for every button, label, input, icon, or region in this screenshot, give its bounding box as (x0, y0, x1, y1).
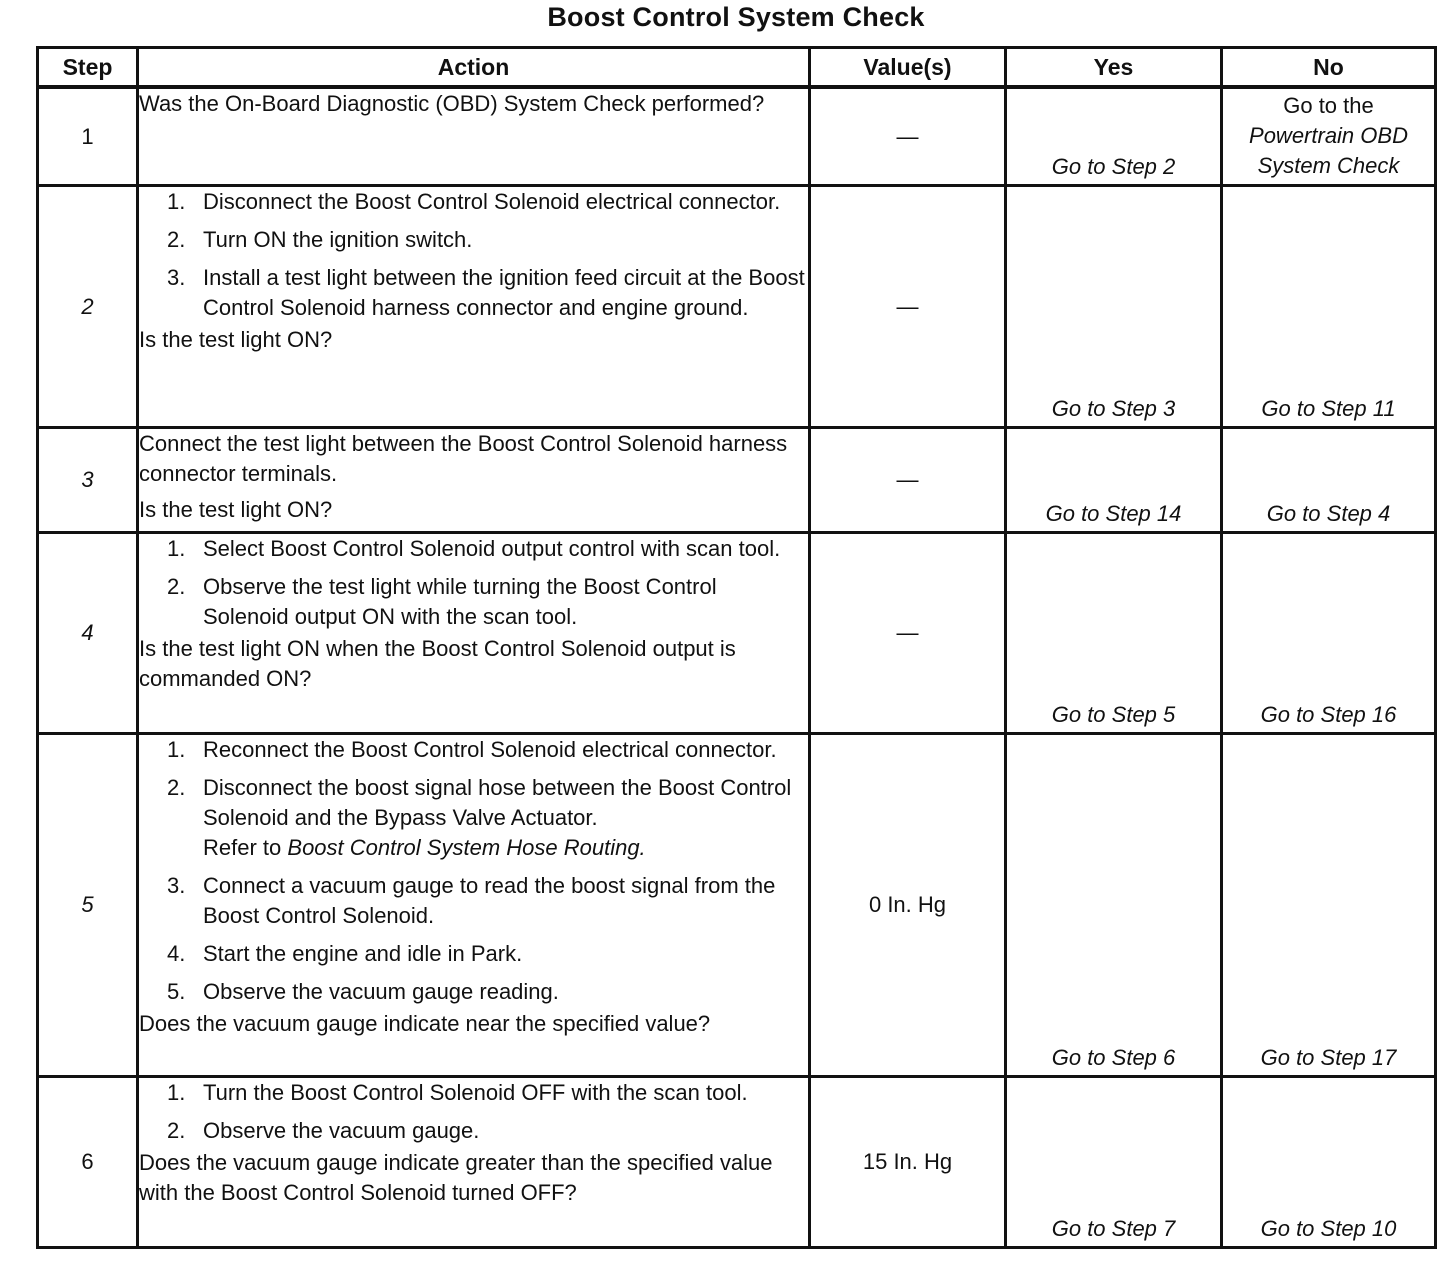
no-link[interactable]: Go to Step 10 (1260, 1216, 1397, 1241)
header-step: Step (38, 48, 138, 88)
item-number: 2. (167, 227, 186, 252)
item-number: 2. (167, 775, 186, 800)
value-cell (810, 533, 1006, 734)
hose-routing-link[interactable]: Boost Control System Hose Routing. (287, 835, 646, 860)
action-steps (139, 187, 808, 323)
item-text: Install a test light between the ignition feed circuit at the Boost Control Solenoid harness connector and engine ground. (203, 265, 805, 320)
step-number: 5 (38, 734, 138, 1077)
yes-link[interactable]: Go to Step 6 (1051, 1045, 1176, 1070)
value-text: — (896, 123, 919, 149)
item-number: 2. (167, 574, 186, 599)
no-cell (1222, 533, 1436, 734)
value-text: — (896, 293, 919, 319)
list-item (139, 534, 808, 564)
item-text: Disconnect the Boost Control Solenoid electrical connector. (203, 189, 781, 214)
table-row (38, 734, 1436, 1077)
item-number: 3. (167, 265, 186, 290)
item-text: Observe the vacuum gauge reading. (203, 979, 559, 1004)
yes-link[interactable]: Go to Step 7 (1051, 1216, 1176, 1241)
list-item (139, 977, 808, 1007)
value-cell (810, 428, 1006, 533)
table-row (38, 533, 1436, 734)
action-cell (138, 186, 810, 428)
step-number: 4 (38, 533, 138, 734)
action-cell (138, 1077, 810, 1248)
yes-cell (1006, 428, 1222, 533)
step-number: 3 (38, 428, 138, 533)
no-cell (1222, 1077, 1436, 1248)
item-text: Observe the vacuum gauge. (203, 1118, 480, 1143)
no-link[interactable]: Powertrain OBD System Check (1249, 123, 1408, 178)
item-text: Reconnect the Boost Control Solenoid electrical connector. (203, 737, 777, 762)
list-item (139, 572, 808, 632)
action-steps (139, 735, 808, 1007)
header-yes: Yes (1006, 48, 1222, 88)
action-cell (138, 533, 810, 734)
no-link[interactable]: Go to Step 17 (1260, 1045, 1397, 1070)
step-number: 2 (38, 186, 138, 428)
yes-link[interactable]: Go to Step 2 (1051, 154, 1176, 179)
item-text: Connect a vacuum gauge to read the boost signal from the Boost Control Solenoid. (203, 873, 776, 928)
no-link[interactable]: Go to Step 16 (1260, 702, 1397, 727)
action-cell (138, 87, 810, 186)
item-number: 1. (167, 536, 186, 561)
list-item (139, 1116, 808, 1146)
item-number: 2. (167, 1118, 186, 1143)
item-number: 1. (167, 189, 186, 214)
no-link[interactable]: Go to Step 11 (1261, 396, 1396, 421)
item-text: Select Boost Control Solenoid output control with scan tool. (203, 536, 781, 561)
table-row (38, 1077, 1436, 1248)
action-cell (138, 428, 810, 533)
action-text: Connect the test light between the Boost Control Solenoid harness connector terminals. (139, 431, 788, 486)
no-prefix: Go to the (1283, 93, 1374, 118)
list-item (139, 187, 808, 217)
list-item (139, 1078, 808, 1108)
table-row (38, 186, 1436, 428)
table-header-row (38, 48, 1436, 88)
list-item (139, 871, 808, 931)
table-row (38, 428, 1436, 533)
yes-link[interactable]: Go to Step 5 (1051, 702, 1176, 727)
yes-cell (1006, 87, 1222, 186)
item-text: Start the engine and idle in Park. (203, 941, 523, 966)
no-cell (1222, 186, 1436, 428)
question-text: Does the vacuum gauge indicate greater than the specified value with the Boost Control Solenoid turned OFF? (139, 1150, 773, 1205)
table-row (38, 87, 1436, 186)
list-item (139, 263, 808, 323)
item-number: 3. (167, 873, 186, 898)
header-action: Action (138, 48, 810, 88)
item-text: Turn the Boost Control Solenoid OFF with the scan tool. (203, 1080, 748, 1105)
action-steps (139, 1078, 808, 1146)
value-text: — (896, 620, 919, 645)
list-item (139, 939, 808, 969)
no-cell (1222, 428, 1436, 533)
diagnostic-table (36, 46, 1437, 1249)
list-item (139, 735, 808, 765)
header-no: No (1222, 48, 1436, 88)
action-cell (138, 734, 810, 1077)
item-text: Turn ON the ignition switch. (203, 227, 473, 252)
no-link[interactable]: Go to Step 4 (1266, 501, 1391, 526)
no-cell (1222, 87, 1436, 186)
yes-cell (1006, 533, 1222, 734)
yes-cell (1006, 1077, 1222, 1248)
value-cell (810, 1077, 1006, 1248)
yes-cell (1006, 186, 1222, 428)
item-text: Disconnect the boost signal hose between the Boost Control Solenoid and the Bypass Valve Actuator. (203, 775, 792, 830)
question-text: Is the test light ON? (139, 327, 333, 352)
value-text: 15 In. Hg (862, 1149, 953, 1174)
item-number: 5. (167, 979, 186, 1004)
item-number: 1. (167, 1080, 186, 1105)
list-item (139, 225, 808, 255)
yes-link[interactable]: Go to Step 14 (1045, 501, 1182, 526)
item-number: 1. (167, 737, 186, 762)
value-cell (810, 734, 1006, 1077)
step-number: 1 (38, 87, 138, 186)
item-text: Observe the test light while turning the Boost Control Solenoid output ON with the scan tool. (203, 574, 717, 629)
value-cell (810, 87, 1006, 186)
question-text: Is the test light ON? (139, 497, 333, 522)
question-text: Is the test light ON when the Boost Control Solenoid output is commanded ON? (139, 636, 736, 691)
page-title: Boost Control System Check (547, 2, 925, 32)
value-cell (810, 186, 1006, 428)
list-item (139, 773, 808, 863)
refer-prefix: Refer to (203, 835, 282, 860)
question-text: Does the vacuum gauge indicate near the specified value? (139, 1011, 711, 1036)
yes-cell (1006, 734, 1222, 1077)
value-text: 0 In. Hg (868, 892, 947, 917)
no-cell (1222, 734, 1436, 1077)
header-values: Value(s) (810, 48, 1006, 88)
step-number: 6 (38, 1077, 138, 1248)
action-steps (139, 534, 808, 632)
value-text: — (896, 467, 919, 492)
yes-link[interactable]: Go to Step 3 (1051, 396, 1176, 421)
item-number: 4. (167, 941, 186, 966)
action-text: Was the On-Board Diagnostic (OBD) System Check performed? (139, 91, 765, 116)
